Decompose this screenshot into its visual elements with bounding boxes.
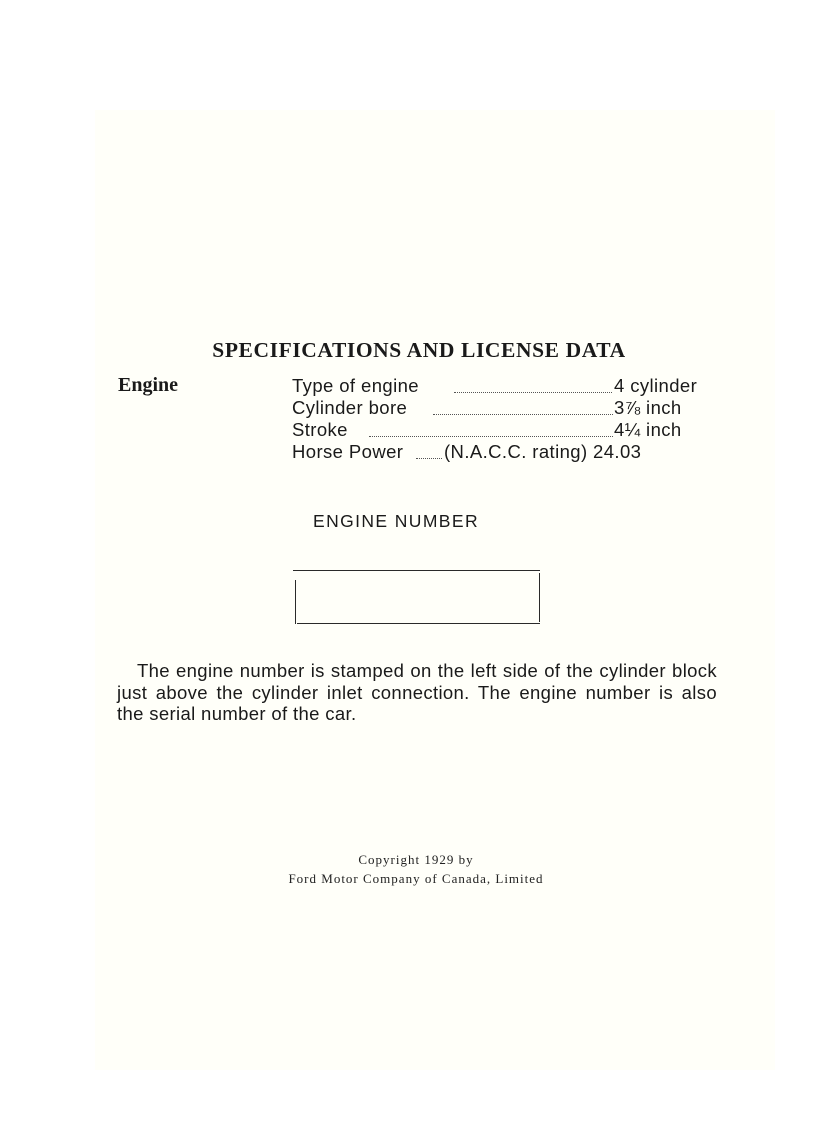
box-line-right	[539, 573, 540, 622]
leader-dots	[454, 392, 612, 393]
spec-value: 4 cylinder	[614, 375, 698, 396]
engine-number-box	[293, 570, 540, 624]
page-title: SPECIFICATIONS AND LICENSE DATA	[212, 338, 626, 362]
spec-value: 3⅞ inch	[614, 397, 682, 418]
spec-row-type-of-engine	[292, 375, 722, 397]
leader-dots	[433, 414, 613, 415]
leader-dots	[369, 436, 613, 437]
copyright-line-2: Ford Motor Company of Canada, Limited	[288, 871, 544, 886]
box-line-bottom	[297, 623, 540, 624]
spec-value: 4¼ inch	[614, 419, 682, 440]
engine-number-title: ENGINE NUMBER	[313, 511, 479, 531]
section-label-engine: Engine	[118, 374, 179, 396]
spec-row-horse-power	[292, 441, 722, 463]
box-line-left	[295, 580, 296, 624]
spec-label: Type of engine	[292, 375, 419, 396]
engine-number-note: The engine number is stamped on the left side of the cylinder block just above the cylinder inlet connection. The engine number is also the serial number of the car.	[117, 660, 717, 724]
spec-row-stroke	[292, 419, 722, 441]
box-line-top	[293, 570, 540, 571]
spec-label: Horse Power	[292, 441, 404, 462]
leader-dots	[416, 458, 442, 459]
spec-label: Stroke	[292, 419, 348, 440]
spec-label: Cylinder bore	[292, 397, 408, 418]
spec-value: (N.A.C.C. rating) 24.03	[444, 441, 642, 462]
copyright-line-1: Copyright 1929 by	[358, 852, 474, 867]
spec-row-cylinder-bore	[292, 397, 722, 419]
